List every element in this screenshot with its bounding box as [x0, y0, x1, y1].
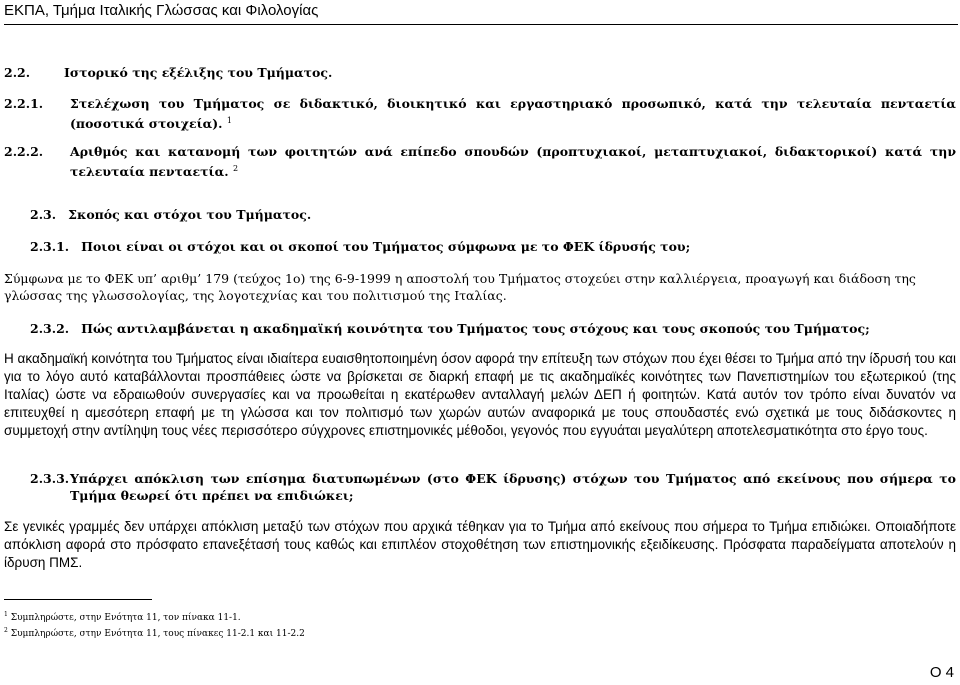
- section-number: 2.3.2.: [30, 321, 70, 336]
- section-number: 2.3.: [30, 207, 57, 222]
- header-divider: [4, 24, 958, 25]
- section-title: Αριθμός και κατανομή των φοιτητών ανά επίπεδο σπουδών (προπτυχιακοί, μεταπτυχιακοί, διδακτορικοί) κατά την τελευταία πενταετία.: [70, 144, 956, 180]
- section-2-2-heading: [4, 64, 944, 81]
- footnote-ref[interactable]: 1: [226, 116, 232, 125]
- section-number: 2.2.2.: [4, 144, 44, 159]
- footnote-mark: 1: [4, 611, 8, 618]
- footnote-text: Συμπληρώστε, στην Ενότητα 11, τον πίνακα 11-1.: [10, 613, 241, 623]
- section-2-3-3-body: Σε γενικές γραμμές δεν υπάρχει απόκλιση μεταξύ των στόχων που αρχικά τέθηκαν για το Τμήμα από εκείνους που σήμερα το Τμήμα επιδιώκει. Οποιαδήποτε απόκλιση αφορά στο πρόσφατο επανεξέτασή τους καθώς και επιπλέον στοχοθέτηση των επιστημονικής εξειδίκευσης. Πρόσφατα παραδείγματα αποτελούν η ίδρυση ΠΜΣ.: [4, 519, 956, 570]
- section-title: Σκοπός και στόχοι του Τμήματος.: [68, 207, 312, 222]
- section-2-2-1-heading: [4, 95, 956, 132]
- section-2-3-heading: [30, 206, 930, 223]
- section-title: Ιστορικό της εξέλιξης του Τμήματος.: [64, 65, 333, 80]
- footnote-ref[interactable]: 2: [232, 164, 239, 173]
- footnote-1: [4, 609, 241, 624]
- section-title: Υπάρχει απόκλιση των επίσημα διατυπωμένων (στο ΦΕΚ ίδρυσης) στόχων του Τμήματος από εκείνους που σήμερα το Τμήμα θεωρεί ότι πρέπει να επιδιώκει;: [70, 471, 956, 503]
- section-2-3-1-heading: [30, 238, 950, 255]
- section-2-3-1-body: Σύμφωνα με το ΦΕΚ υπ’ αριθμ’ 179 (τεύχος 1ο) της 6-9-1999 η αποστολή του Τμήματος στοχεύει στην καλλιέργεια, προαγωγή και διάδοση της γλώσσας της γλωσσολογίας, της λογοτεχνίας και του πολιτισμού της Ιταλίας.: [4, 271, 916, 303]
- section-number: 2.3.1.: [30, 239, 70, 254]
- section-title: Ποιοι είναι οι στόχοι και οι σκοποί του Τμήματος σύμφωνα με το ΦΕΚ ίδρυσής του;: [81, 239, 691, 254]
- section-number: 2.2.: [4, 65, 31, 80]
- section-number: 2.3.3.: [30, 471, 70, 486]
- section-2-3-3-heading: [30, 470, 956, 504]
- footnote-text: Συμπληρώστε, στην Ενότητα 11, τους πίνακες 11-2.1 και 11-2.2: [10, 629, 305, 639]
- section-number: 2.2.1.: [4, 96, 44, 111]
- section-2-3-2-body: Η ακαδημαϊκή κοινότητα του Τμήματος είναι ιδιαίτερα ευαισθητοποιημένη όσον αφορά την επίτευξη των στόχων που έχει θέσει το Τμήμα από την ίδρυσή του και για το λόγο αυτό καταβάλλονται προσπάθειες ώστε να βρίσκεται σε διαρκή επαφή με τις ακαδημαϊκές κοινότητες των Πανεπιστημίων του εξωτερικού (της Ιταλίας) ώστε να εδραιωθούν συνεργασίες και να προωθείται η εκατέρωθεν ανταλλαγή μελών ΔΕΠ ή φοιτητών. Κατά αυτόν τον τρόπο είναι δυνατόν να επιτευχθεί η αμεσότερη επαφή με τη γλώσσα και τον πολιτισμό των χωρών αυτών αναφορικά με τους σπουδαστές ενώ σχετικά με τους διδάσκοντες η συμμετοχή στην αντίληψη τους νέες περισσότερο σύγχρονες επιστημονικές μέθοδοι, γεγονός που εγγυάται μεγαλύτερη αποτελεσματικότητα στο έργο τους.: [4, 351, 956, 438]
- document-header-title: ΕΚΠΑ, Τμήμα Ιταλικής Γλώσσας και Φιλολογίας: [4, 2, 319, 19]
- section-2-2-2-heading: [4, 143, 956, 180]
- footnote-2: [4, 625, 305, 640]
- section-title: Στελέχωση του Τμήματος σε διδακτικό, διοικητικό και εργαστηριακό προσωπικό, κατά την τελευταία πενταετία (ποσοτικά στοιχεία).: [70, 96, 956, 132]
- footnote-mark: 2: [4, 627, 8, 634]
- section-2-3-2-heading: [30, 320, 950, 337]
- section-title: Πώς αντιλαμβάνεται η ακαδημαϊκή κοινότητα του Τμήματος τους στόχους και τους σκοπούς του Τμήματος;: [81, 321, 870, 336]
- page-number: Ο 4: [929, 664, 954, 681]
- footnote-divider: [4, 599, 152, 600]
